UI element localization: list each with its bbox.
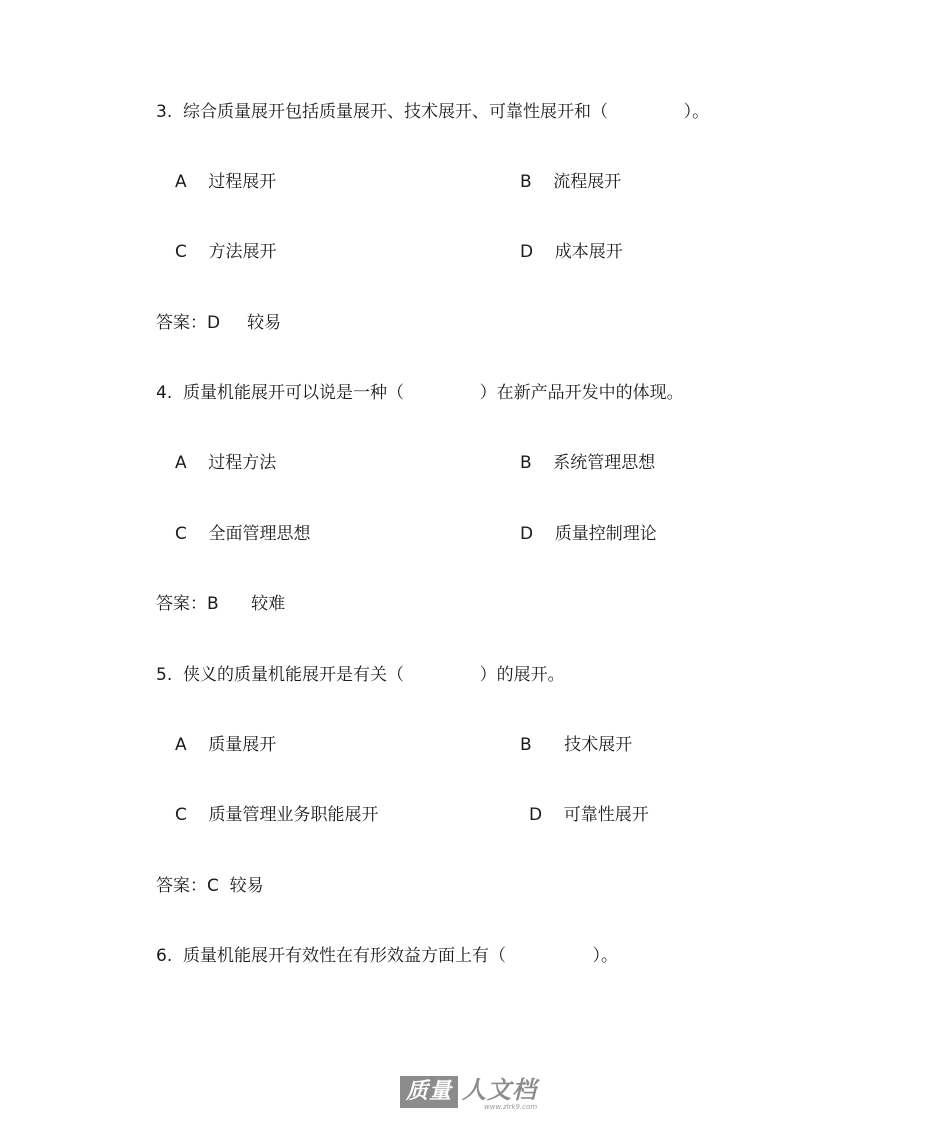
question-4-stem: 4. 质量机能展开可以说是一种（ ）在新产品开发中的体现。	[156, 383, 684, 403]
question-5-option-c: C 质量管理业务职能展开	[175, 805, 379, 825]
question-3-option-a: A 过程展开	[175, 172, 277, 192]
question-3-option-d: D 成本展开	[520, 242, 623, 262]
question-3-answer: 答案：D 较易	[156, 313, 282, 333]
question-5-answer: 答案：C 较易	[156, 876, 264, 896]
question-3-stem: 3. 综合质量展开包括质量展开、技术展开、可靠性展开和（ ）。	[156, 102, 710, 122]
question-3-option-b: B 流程展开	[520, 172, 622, 192]
question-4-answer: 答案：B 较难	[156, 594, 286, 614]
question-5-option-d: D 可靠性展开	[529, 805, 649, 825]
question-4-option-a: A 过程方法	[175, 453, 277, 473]
question-4-option-c: C 全面管理思想	[175, 524, 311, 544]
logo-wordmark: 人文档	[462, 1076, 537, 1104]
footer-logo	[400, 1074, 545, 1114]
question-5-option-a: A 质量展开	[175, 735, 277, 755]
question-4-option-b: B 系统管理思想	[520, 453, 656, 473]
question-5-option-b: B 技术展开	[520, 735, 633, 755]
question-3-option-c: C 方法展开	[175, 242, 277, 262]
question-5-stem: 5. 侠义的质量机能展开是有关（ ）的展开。	[156, 665, 565, 685]
logo-mark: 质量	[400, 1076, 458, 1108]
question-4-option-d: D 质量控制理论	[520, 524, 657, 544]
question-6-stem: 6. 质量机能展开有效性在有形效益方面上有（ ）。	[156, 946, 618, 966]
logo-url: www.zlrk9.com	[484, 1103, 538, 1111]
